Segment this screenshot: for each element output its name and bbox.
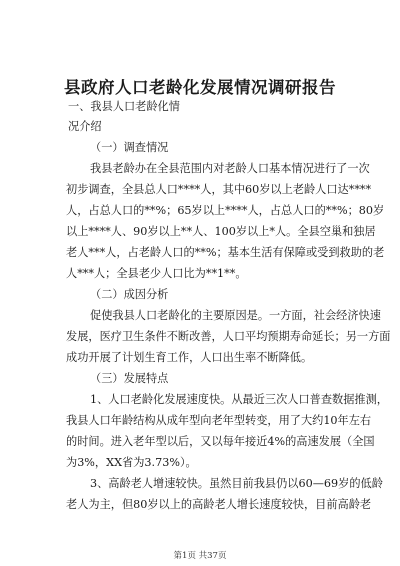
body-line: 成功开展了计划生育工作，人口出生率不断降低。 [66,351,313,364]
body-line: 人***人；全县老少人口比为**1**。 [66,267,247,280]
subsection-heading: （二）成因分析 [90,288,169,301]
body-line: 发展，医疗卫生条件不断改善，人口平均预期寿命延长；另一方面 [66,330,391,343]
subsection-heading: （一）调查情况 [90,141,169,154]
page-number-footer: 第1页 共37页 [173,551,227,561]
body-line: 老人为主，但80岁以上的高龄老人增长速度较快，目前高龄老 [66,498,372,511]
section-heading-continued: 况介绍 [68,120,102,133]
document-title: 县政府人口老龄化发展情况调研报告 [64,78,336,97]
body-line: 为3%，XX省为3.73%）。 [66,456,197,469]
body-line: 促使我县人口老龄化的主要原因是。一方面，社会经济快速 [90,309,381,322]
body-line: 人，占总人口的**%；65岁以上****人，占总人口的**%；80岁 [66,204,385,217]
body-line: 1、人口老龄化发展速度快。从最近三次人口普查数据推测， [90,393,388,406]
body-line: 3、高龄老人增速较快。虽然目前我县仍以60—69岁的低龄 [90,477,383,490]
section-heading: 一、我县人口老龄化情 [68,100,180,113]
body-line: 我县人口年龄结构从成年型向老年型转变，用了大约10年左右 [66,414,372,427]
body-line: 的时间。进入老年型以后，又以每年接近4%的高速发展（全国 [66,435,375,448]
body-line: 老人***人，占老龄人口的**%；基本生活有保障或受到救助的老 [66,246,385,259]
body-line: 初步调查，全县总人口****人，其中60岁以上老龄人口达**** [66,183,372,196]
body-line: 以上****人、90岁以上**人、100岁以上*人。全县空巢和独居 [66,225,376,238]
subsection-heading: （三）发展特点 [90,372,169,385]
body-line: 我县老龄办在全县范围内对老龄人口基本情况进行了一次 [90,162,370,175]
